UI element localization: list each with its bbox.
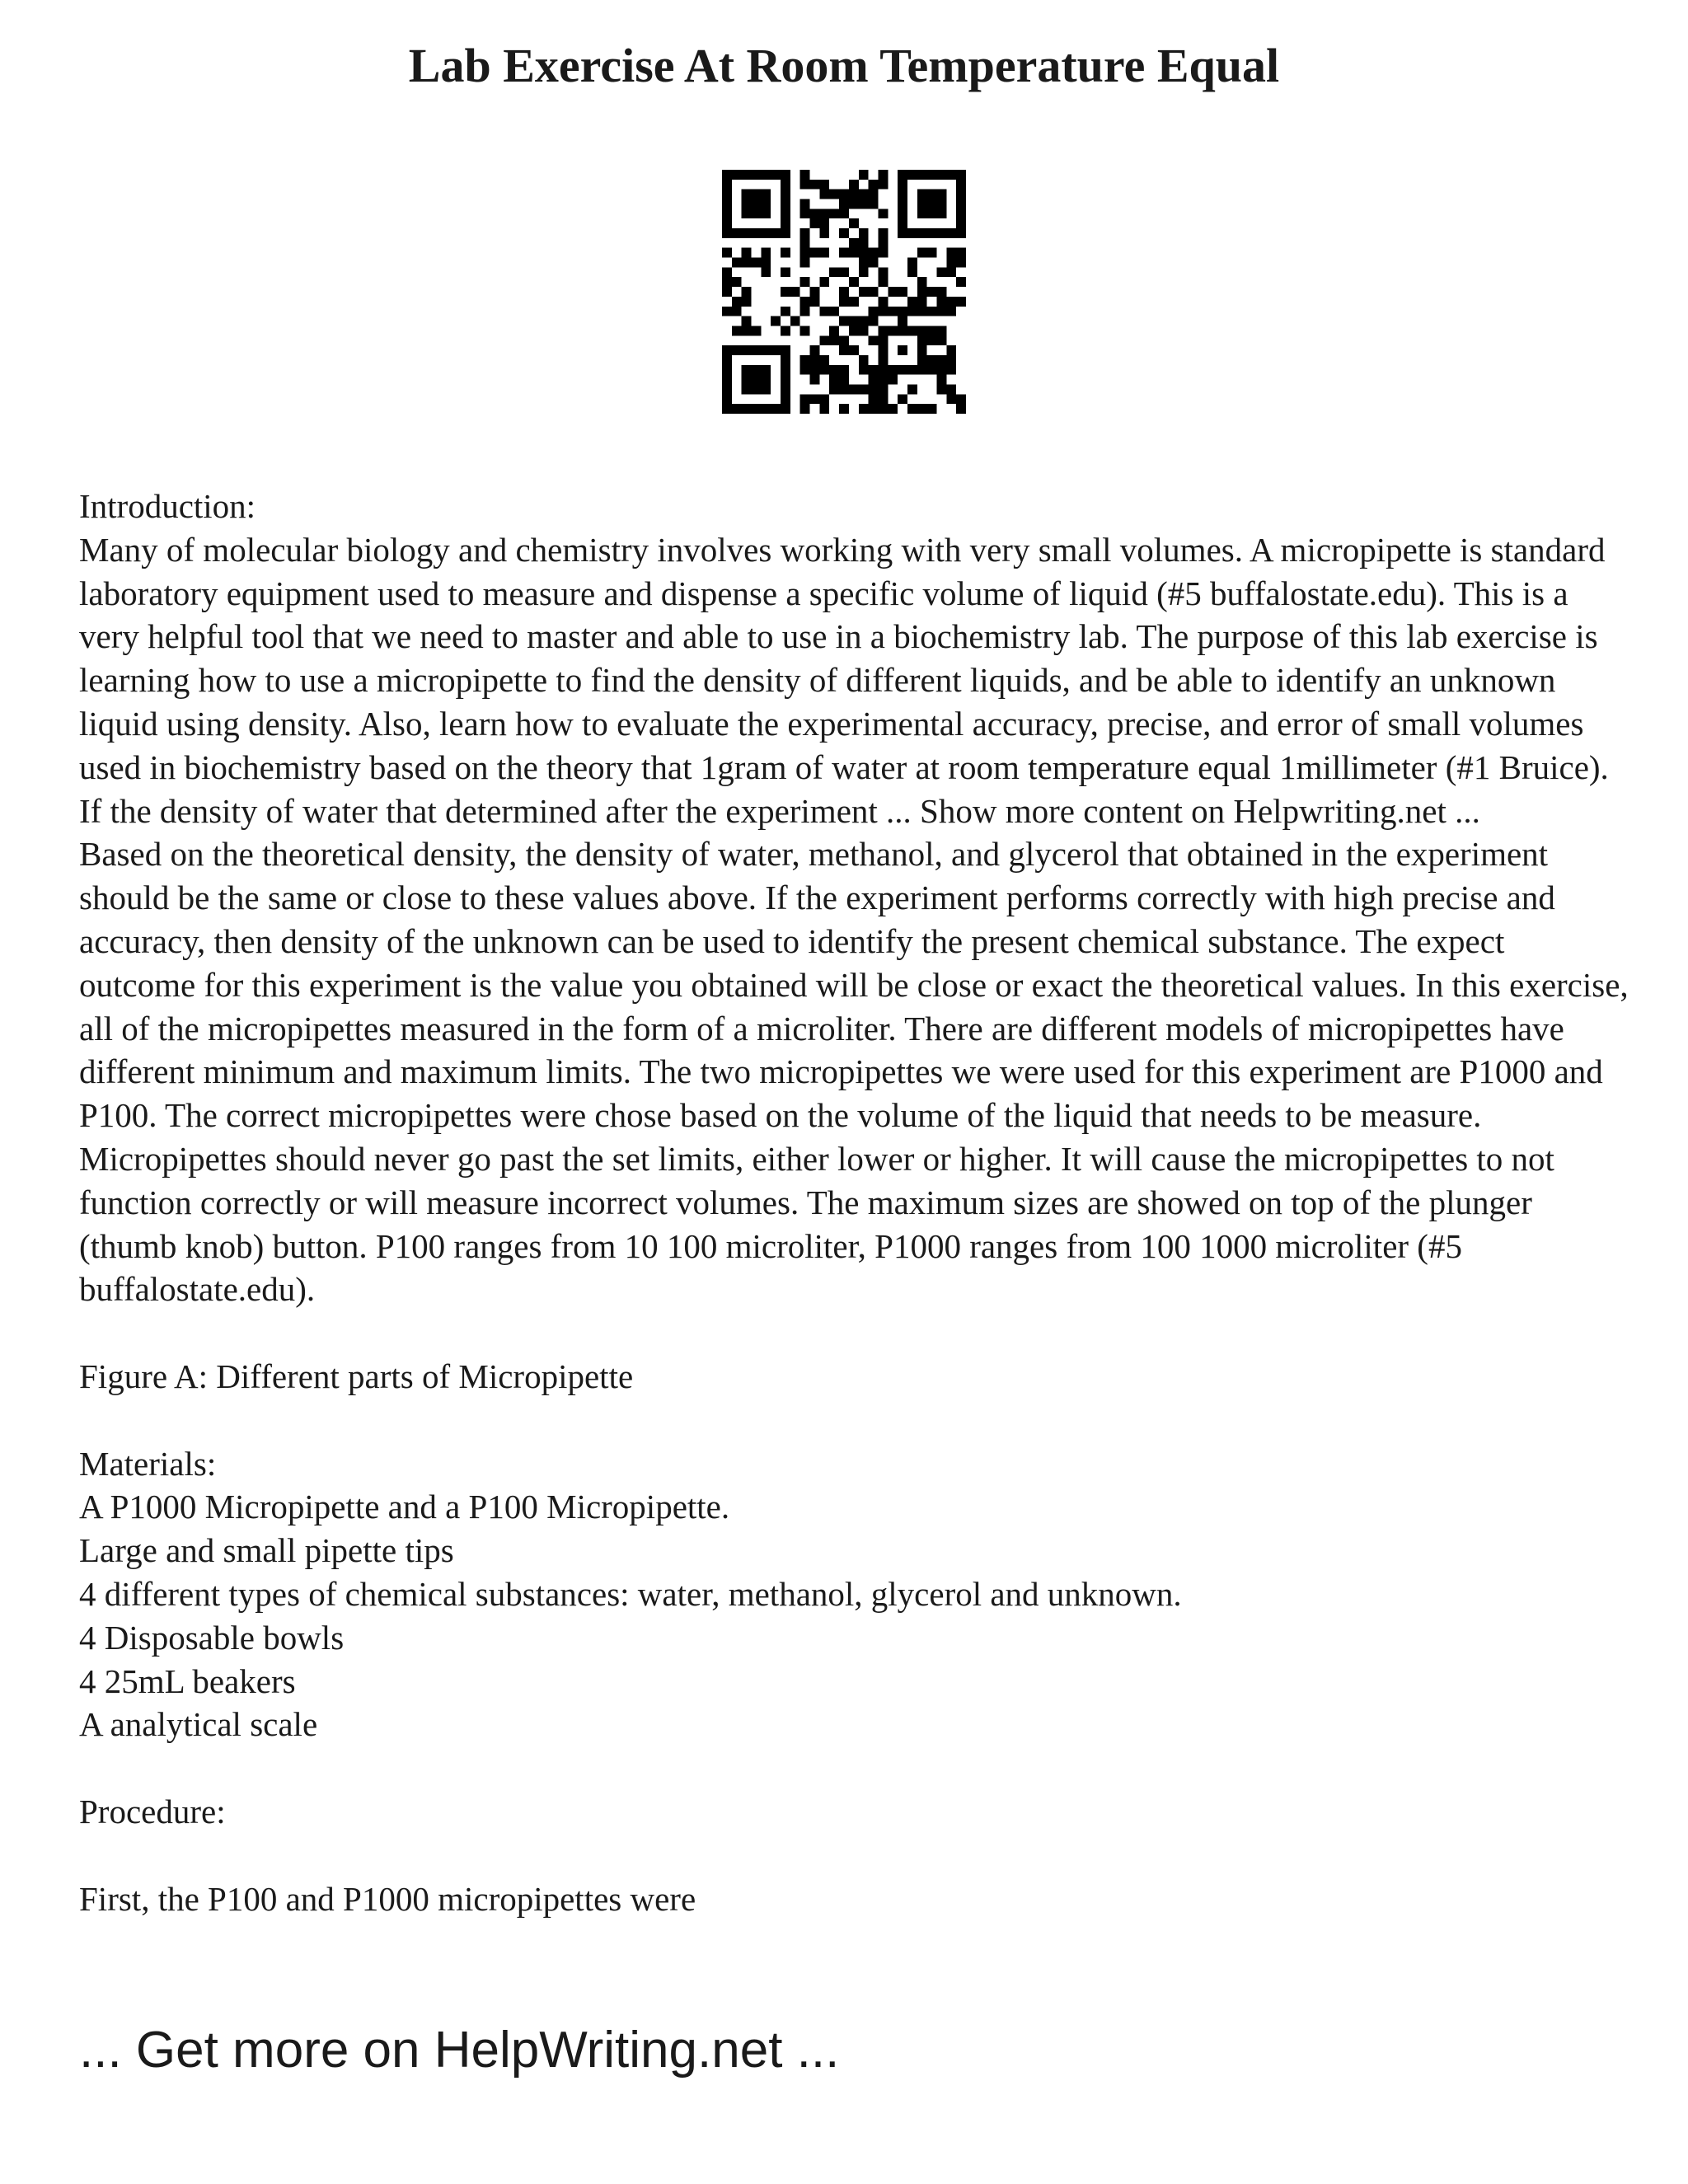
qr-code-icon xyxy=(722,170,966,414)
figure-caption: Figure A: Different parts of Micropipette xyxy=(79,1357,634,1395)
get-more-link[interactable]: ... Get more on HelpWriting.net ... xyxy=(79,2022,840,2079)
procedure-heading: Procedure: xyxy=(79,1792,226,1830)
spacer xyxy=(79,1834,1629,1877)
materials-item: 4 different types of chemical substances: water, methanol, glycerol and unknown. xyxy=(79,1574,1182,1613)
spacer xyxy=(79,1311,1629,1355)
introduction-paragraph-2: Based on the theoretical density, the density of water, methanol, and glycerol that obtained in the experiment should be the same or close to these values above. If the experiment performs correctly with high precise and accuracy, then density of the unknown can be used to identify the present chemical substance. The expect outcome for this experiment is the value you obtained will be close or exact the theoretical values. In this exercise, all of the micropipettes measured in the form of a microliter. There are different models of micropipettes have different minimum and maximum limits. The two micropipettes we were used for this experiment are P1000 and P100. The correct micropipettes were chose based on the volume of the liquid that needs to be measure. Micropipettes should never go past the set limits, either lower or higher. It will cause the micropipettes to not function correctly or will measure incorrect volumes. The maximum sizes are showed on top of the plunger (thumb knob) button. P100 ranges from 10 100 microliter, P1000 ranges from 100 1000 microliter (#5 buffalostate.edu). xyxy=(79,835,1629,1309)
introduction-heading: Introduction: xyxy=(79,487,256,525)
materials-heading: Materials: xyxy=(79,1444,217,1483)
materials-item: 4 Disposable bowls xyxy=(79,1618,345,1657)
document-body xyxy=(79,485,1629,1920)
introduction-paragraph-1: Many of molecular biology and chemistry involves working with very small volumes. A micropipette is standard laboratory equipment used to measure and dispense a specific volume of liquid (#5 buffalostate.edu). This is a very helpful tool that we need to master and able to use in a biochemistry lab. The purpose of this lab exercise is learning how to use a micropipette to find the density of different liquids, and be able to identify an unknown liquid using density. Also, learn how to evaluate the experimental accuracy, precise, and error of small volumes used in biochemistry based on the theory that 1gram of water at room temperature equal 1millimeter (#1 Bruice). If the density of water that determined after the experiment ... Show more content on Helpwriting.net ... xyxy=(79,530,1609,830)
document-title: Lab Exercise At Room Temperature Equal xyxy=(408,39,1280,92)
materials-item: A analytical scale xyxy=(79,1705,318,1744)
materials-item: A P1000 Micropipette and a P100 Micropipette. xyxy=(79,1488,730,1526)
materials-item: 4 25mL beakers xyxy=(79,1661,296,1700)
spacer xyxy=(79,1399,1629,1442)
spacer xyxy=(79,1746,1629,1790)
materials-item: Large and small pipette tips xyxy=(79,1531,454,1570)
procedure-paragraph: First, the P100 and P1000 micropipettes were xyxy=(79,1879,696,1918)
